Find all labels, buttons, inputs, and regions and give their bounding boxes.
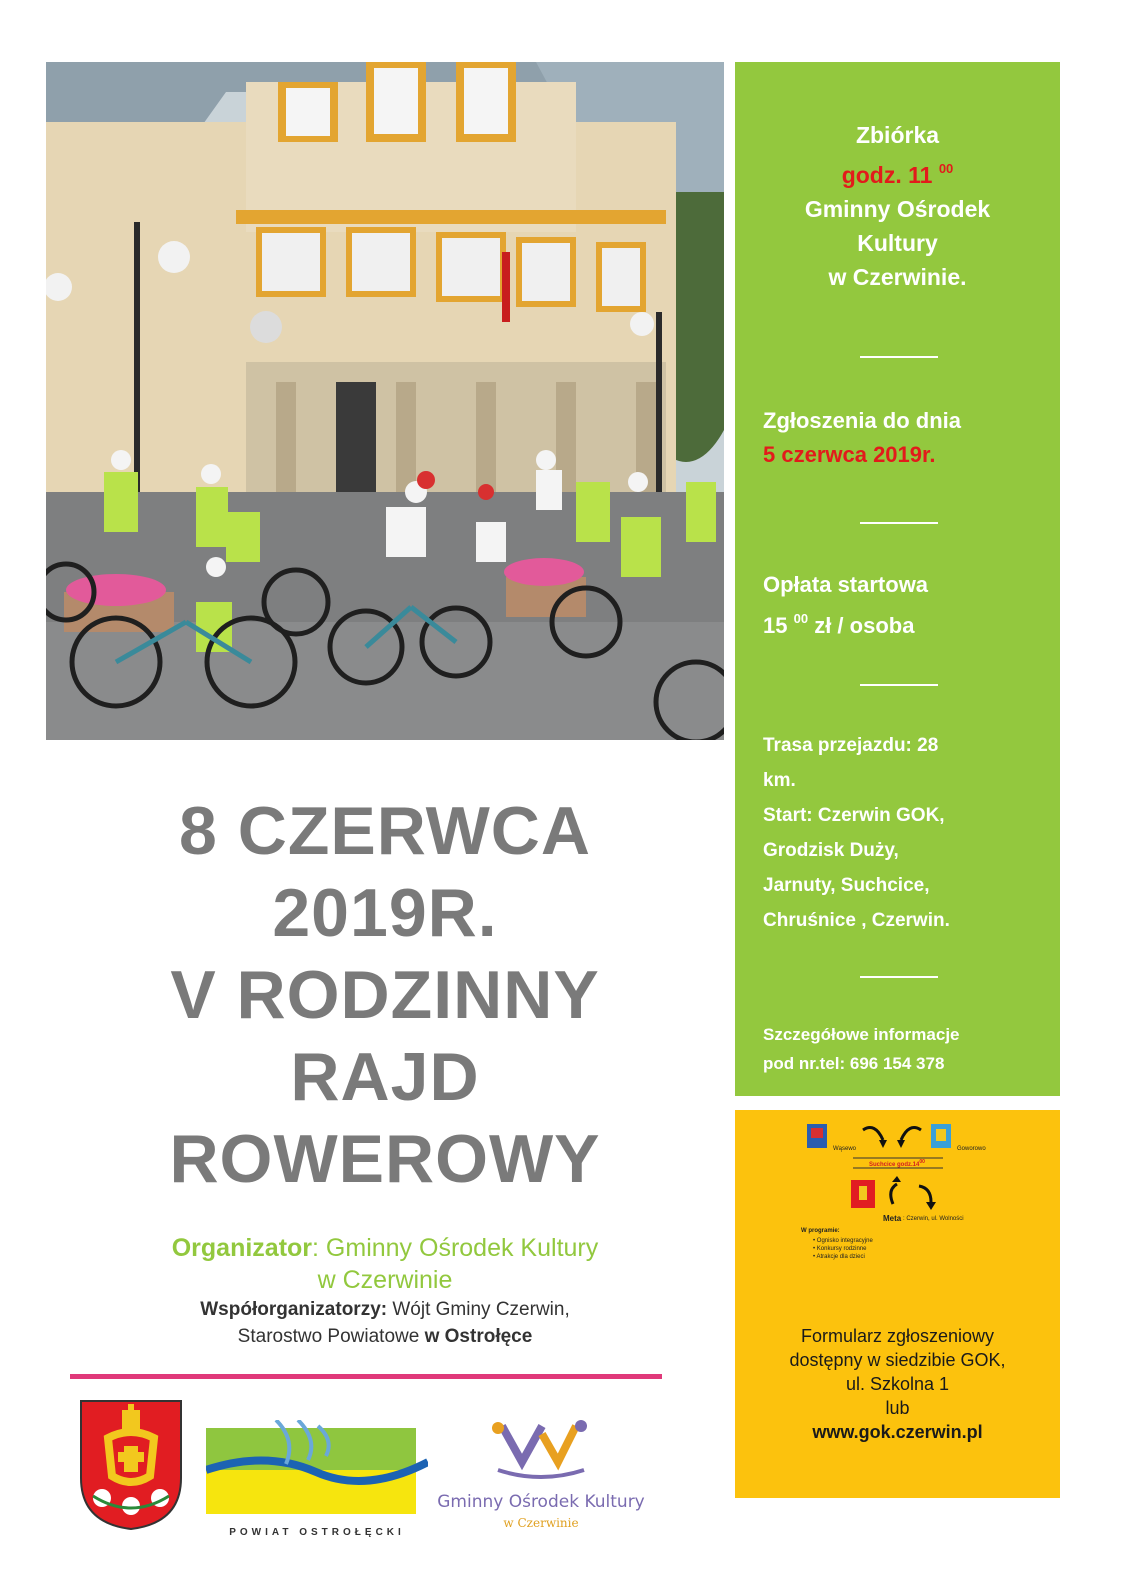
co-organizers-text: Wójt Gminy Czerwin, xyxy=(387,1299,570,1320)
assembly-time xyxy=(735,152,1060,192)
organizer-block xyxy=(60,1232,710,1350)
mini-map-program-item: • Konkursy rodzinne xyxy=(813,1246,867,1252)
organizer-label: Organizator xyxy=(171,1234,313,1262)
fee-amount: 15 xyxy=(763,613,788,638)
divider-line xyxy=(70,1374,662,1379)
registration-info-panel xyxy=(735,1110,1060,1498)
fee-block xyxy=(763,568,1053,643)
website-link[interactable]: www.gok.czerwin.pl xyxy=(812,1422,983,1442)
event-photo xyxy=(46,62,724,740)
event-title xyxy=(60,790,710,1200)
title-line: RAJD xyxy=(290,1039,480,1115)
route-line: Trasa przejazdu: 28 xyxy=(763,735,939,756)
assembly-block xyxy=(735,118,1060,294)
registration-label: Zgłoszenia do dnia xyxy=(763,408,962,433)
assembly-time-minutes: 00 xyxy=(938,161,954,176)
mini-map-left-place: Wąsewo xyxy=(833,1146,857,1152)
section-divider xyxy=(860,356,938,358)
section-divider xyxy=(860,976,938,978)
gok-logo-subtitle: w Czerwinie xyxy=(503,1516,579,1530)
co-organizers-city: w Ostrołęce xyxy=(424,1326,533,1347)
arrow-left-icon xyxy=(901,1128,921,1140)
assembly-heading: Zbiórka xyxy=(855,122,940,148)
arrow-up-icon xyxy=(891,1184,897,1204)
route-line: km. xyxy=(763,770,796,791)
powiat-name-label: POWIAT OSTROŁĘCKI xyxy=(229,1527,405,1538)
assembly-place-line: w Czerwinie. xyxy=(828,264,967,290)
arrow-down-icon xyxy=(919,1186,931,1202)
arrow-right-icon xyxy=(863,1128,883,1140)
route-line: Chruśnice , Czerwin. xyxy=(763,910,950,931)
co-organizers-label: Współorganizatorzy: xyxy=(200,1299,388,1320)
title-line: 2019R. xyxy=(272,875,498,951)
form-availability-block xyxy=(735,1324,1060,1444)
gok-logo-name: Gminny Ośrodek Kultury xyxy=(437,1492,645,1512)
mini-map-finish-place: : Czerwin, ul. Wolności xyxy=(903,1216,964,1222)
organizer-name-line2: w Czerwinie xyxy=(317,1266,453,1294)
title-line: V RODZINNY xyxy=(170,957,600,1033)
fee-amount-cents: 00 xyxy=(793,611,809,626)
route-line: Jarnuty, Suchcice, xyxy=(763,875,930,896)
mini-map-right-place: Goworowo xyxy=(957,1146,986,1152)
mini-map-program-label: W programie: xyxy=(801,1228,840,1234)
program-item-text: Konkursy rodzinne xyxy=(816,1246,867,1252)
program-item-text: Atrakcje dla dzieci xyxy=(816,1254,865,1260)
fee-label: Opłata startowa xyxy=(763,572,929,597)
contact-line: Szczegółowe informacje xyxy=(763,1025,960,1044)
fee-amount-line xyxy=(763,602,1053,643)
route-mini-map xyxy=(735,1110,1060,1280)
mini-map-stop xyxy=(869,1159,925,1168)
gok-czerwin-logo xyxy=(426,1418,656,1538)
co-organizers-line xyxy=(60,1296,710,1323)
registration-deadline: 5 czerwca 2019r. xyxy=(763,442,936,467)
assembly-place-line: Gminny Ośrodek xyxy=(804,196,991,222)
form-line: dostępny w siedzibie GOK, xyxy=(789,1350,1006,1370)
program-item-text: Ognisko integracyjne xyxy=(816,1238,873,1244)
mini-map-program-item: • Ognisko integracyjne xyxy=(813,1238,873,1244)
route-block xyxy=(763,728,1053,938)
powiat-ostrolecki-logo xyxy=(206,1420,428,1538)
route-line: Start: Czerwin GOK, xyxy=(763,805,945,826)
assembly-time-value: godz. 11 xyxy=(841,162,933,188)
form-line: lub xyxy=(885,1398,910,1418)
fee-unit: zł / osoba xyxy=(808,613,915,638)
co-organizers-text2: Starostwo Powiatowe xyxy=(237,1326,425,1347)
assembly-place-line: Kultury xyxy=(857,230,938,256)
mini-map-stop-minutes: 00 xyxy=(919,1159,925,1165)
organizer-name: : Gminny Ośrodek Kultury xyxy=(312,1234,599,1262)
mini-map-program-item: • Atrakcje dla dzieci xyxy=(813,1254,865,1260)
registration-block xyxy=(763,404,1053,472)
mini-map-stop-text: Suchcice godz.14 xyxy=(869,1162,920,1168)
co-organizers-line2 xyxy=(60,1323,710,1350)
form-line: ul. Szkolna 1 xyxy=(845,1374,950,1394)
cyclists-in-front-of-building-image xyxy=(46,62,724,740)
czerwin-coat-of-arms-logo xyxy=(78,1398,184,1532)
contact-block xyxy=(763,1020,1053,1078)
title-line: 8 CZERWCA xyxy=(179,793,591,869)
section-divider xyxy=(860,684,938,686)
organizer-line xyxy=(60,1232,710,1264)
section-divider xyxy=(860,522,938,524)
title-line: ROWEROWY xyxy=(169,1121,601,1197)
route-line: Grodzisk Duży, xyxy=(763,840,899,861)
form-line: Formularz zgłoszeniowy xyxy=(800,1326,995,1346)
event-info-panel xyxy=(735,62,1060,1096)
mini-map-finish-label: Meta xyxy=(883,1214,902,1223)
contact-phone: pod nr.tel: 696 154 378 xyxy=(763,1054,945,1073)
